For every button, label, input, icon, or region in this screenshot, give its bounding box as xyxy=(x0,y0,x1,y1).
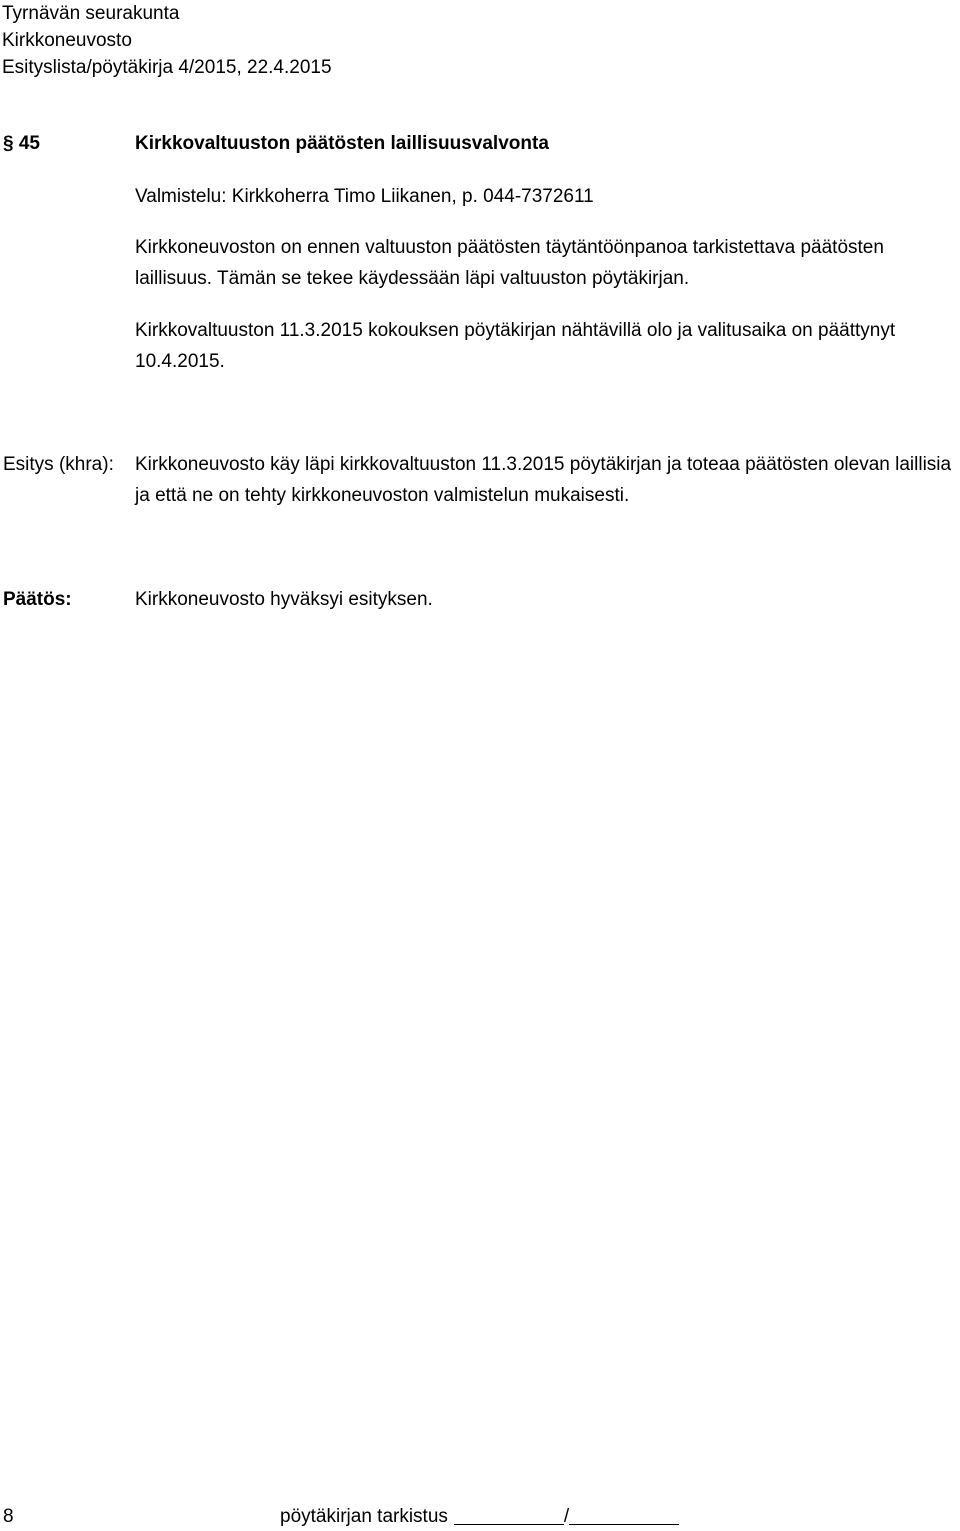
signature-blank-2 xyxy=(569,1504,679,1525)
agenda-reference: Esityslista/pöytäkirja 4/2015, 22.4.2015 xyxy=(2,57,332,78)
proposal-label: Esitys (khra): xyxy=(3,454,114,475)
preparer-line: Valmistelu: Kirkkoherra Timo Liikanen, p. 044-7372611 xyxy=(135,186,594,207)
proposal-row xyxy=(3,449,957,511)
page-number: 8 xyxy=(3,1506,14,1527)
decision-row xyxy=(3,584,957,615)
check-separator: / xyxy=(563,1506,570,1527)
body-paragraph-1: Kirkkoneuvoston on ennen valtuuston päätösten täytäntöönpanoa tarkistettava päätösten laillisuus. Tämän se tekee käydessään läpi valtuuston pöytäkirjan. xyxy=(135,237,884,289)
minutes-check xyxy=(280,1503,679,1530)
section-heading xyxy=(3,133,549,155)
check-label: pöytäkirjan tarkistus xyxy=(280,1506,448,1527)
body-paragraph-2: Kirkkovaltuuston 11.3.2015 kokouksen pöytäkirjan nähtävillä olo ja valitusaika on päättynyt 10.4.2015. xyxy=(135,320,896,372)
decision-text: Kirkkoneuvosto hyväksyi esityksen. xyxy=(135,589,433,610)
section-number: § 45 xyxy=(3,133,40,154)
proposal-text: Kirkkoneuvosto käy läpi kirkkovaltuuston 11.3.2015 pöytäkirjan ja toteaa päätösten olevan laillisia ja että ne on tehty kirkkoneuvoston valmistelun mukaisesti. xyxy=(135,454,952,506)
section-title: Kirkkovaltuuston päätösten laillisuusvalvonta xyxy=(135,133,549,154)
decision-label: Päätös: xyxy=(3,589,72,610)
signature-blank-1 xyxy=(454,1504,564,1525)
parish-name: Tyrnävän seurakunta xyxy=(2,3,180,24)
document-header xyxy=(2,0,332,81)
governing-body: Kirkkoneuvosto xyxy=(2,30,132,51)
